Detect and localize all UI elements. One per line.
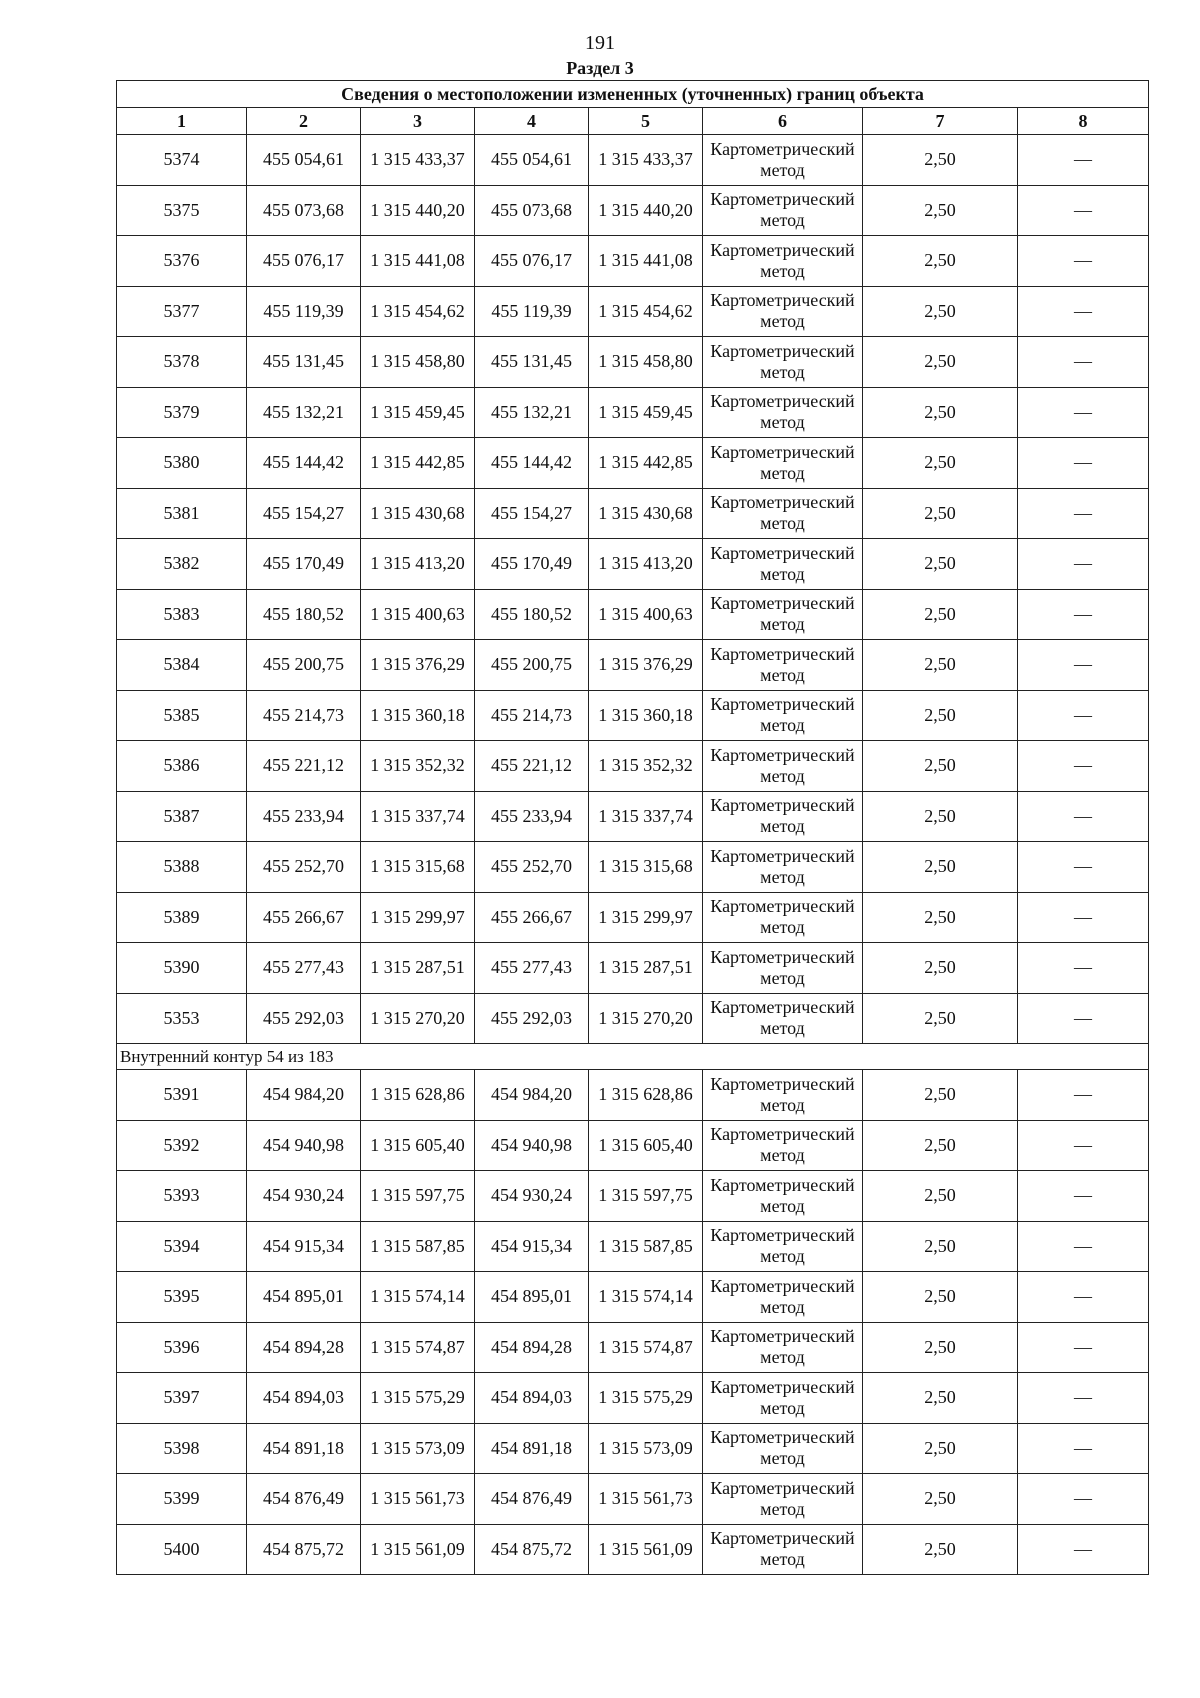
table-cell: 455 292,03 (475, 993, 589, 1044)
table-row (117, 1070, 1149, 1121)
table-cell: Картометрический метод (703, 842, 863, 893)
table-cell: 455 200,75 (247, 640, 361, 691)
table-cell: 1 315 458,80 (361, 337, 475, 388)
table-cell: — (1018, 236, 1149, 287)
table-cell: 455 144,42 (475, 438, 589, 489)
table-cell: 455 170,49 (475, 539, 589, 590)
table-row (117, 387, 1149, 438)
table-cell: 455 180,52 (247, 589, 361, 640)
table-cell: 1 315 270,20 (589, 993, 703, 1044)
table-row (117, 236, 1149, 287)
table-cell: 2,50 (863, 539, 1018, 590)
table-cell: 1 315 561,09 (589, 1524, 703, 1575)
table-cell: 1 315 573,09 (589, 1423, 703, 1474)
column-number: 5 (589, 108, 703, 135)
table-cell: 1 315 433,37 (361, 135, 475, 186)
table-cell: 455 132,21 (475, 387, 589, 438)
table-cell: 5388 (117, 842, 247, 893)
table-cell: 1 315 575,29 (361, 1373, 475, 1424)
table-cell: 1 315 413,20 (361, 539, 475, 590)
table-cell: — (1018, 1120, 1149, 1171)
table-cell: — (1018, 1221, 1149, 1272)
table-cell: 1 315 454,62 (361, 286, 475, 337)
table-cell: 5391 (117, 1070, 247, 1121)
table-row (117, 1272, 1149, 1323)
table-cell: 1 315 454,62 (589, 286, 703, 337)
column-number: 4 (475, 108, 589, 135)
table-cell: 455 266,67 (247, 892, 361, 943)
table-cell: 454 891,18 (247, 1423, 361, 1474)
table-cell: 1 315 587,85 (361, 1221, 475, 1272)
table-cell: 455 132,21 (247, 387, 361, 438)
table-row (117, 640, 1149, 691)
table-cell: Картометрический метод (703, 1070, 863, 1121)
table-cell: — (1018, 791, 1149, 842)
table-cell: 2,50 (863, 337, 1018, 388)
table-cell: 454 915,34 (247, 1221, 361, 1272)
table-body-inner-contour (117, 1070, 1149, 1575)
table-cell: — (1018, 1423, 1149, 1474)
table-cell: 1 315 360,18 (589, 690, 703, 741)
table-cell: 455 076,17 (475, 236, 589, 287)
table-cell: 1 315 337,74 (361, 791, 475, 842)
table-cell: 5399 (117, 1474, 247, 1525)
table-cell: 454 984,20 (475, 1070, 589, 1121)
table-cell: Картометрический метод (703, 135, 863, 186)
table-cell: 2,50 (863, 690, 1018, 741)
table-cell: 455 277,43 (247, 943, 361, 994)
table-cell: 5395 (117, 1272, 247, 1323)
table-cell: 5394 (117, 1221, 247, 1272)
table-cell: 455 214,73 (475, 690, 589, 741)
table-cell: 5385 (117, 690, 247, 741)
table-cell: 5387 (117, 791, 247, 842)
table-row (117, 488, 1149, 539)
table-cell: 2,50 (863, 1373, 1018, 1424)
table-cell: — (1018, 1272, 1149, 1323)
table-cell: 455 076,17 (247, 236, 361, 287)
contour-label: Внутренний контур 54 из 183 (117, 1044, 1149, 1070)
table-cell: 5374 (117, 135, 247, 186)
table-cell: 454 876,49 (475, 1474, 589, 1525)
table-cell: 454 876,49 (247, 1474, 361, 1525)
table-cell: 2,50 (863, 589, 1018, 640)
table-cell: 2,50 (863, 135, 1018, 186)
table-caption: Сведения о местоположении измененных (уточненных) границ объекта (117, 81, 1149, 108)
table-cell: 1 315 430,68 (589, 488, 703, 539)
table-cell: 5384 (117, 640, 247, 691)
table-cell: 5381 (117, 488, 247, 539)
table-cell: 2,50 (863, 943, 1018, 994)
table-cell: 1 315 597,75 (589, 1171, 703, 1222)
table-row (117, 286, 1149, 337)
table-cell: 5383 (117, 589, 247, 640)
table-cell: 455 119,39 (247, 286, 361, 337)
table-cell: 1 315 413,20 (589, 539, 703, 590)
table-cell: 1 315 561,09 (361, 1524, 475, 1575)
table-cell: 5382 (117, 539, 247, 590)
table-cell: — (1018, 337, 1149, 388)
table-cell: 2,50 (863, 1474, 1018, 1525)
table-cell: 454 895,01 (475, 1272, 589, 1323)
table-cell: — (1018, 892, 1149, 943)
table-cell: — (1018, 135, 1149, 186)
table-cell: Картометрический метод (703, 892, 863, 943)
table-cell: 5377 (117, 286, 247, 337)
column-number: 2 (247, 108, 361, 135)
table-cell: 2,50 (863, 387, 1018, 438)
table-cell: 2,50 (863, 1322, 1018, 1373)
table-cell: Картометрический метод (703, 1524, 863, 1575)
table-cell: 1 315 270,20 (361, 993, 475, 1044)
table-row (117, 791, 1149, 842)
table-row (117, 1524, 1149, 1575)
table-cell: Картометрический метод (703, 943, 863, 994)
table-cell: 1 315 287,51 (361, 943, 475, 994)
table-cell: Картометрический метод (703, 791, 863, 842)
table-cell: 1 315 287,51 (589, 943, 703, 994)
table-cell: 5397 (117, 1373, 247, 1424)
table-cell: 5386 (117, 741, 247, 792)
table-cell: 455 144,42 (247, 438, 361, 489)
table-cell: 454 940,98 (247, 1120, 361, 1171)
table-cell: 454 894,28 (475, 1322, 589, 1373)
table-cell: 1 315 400,63 (589, 589, 703, 640)
table-cell: — (1018, 842, 1149, 893)
table-cell: 454 894,03 (247, 1373, 361, 1424)
table-cell: 5396 (117, 1322, 247, 1373)
table-cell: 5378 (117, 337, 247, 388)
table-cell: Картометрический метод (703, 185, 863, 236)
table-cell: 455 119,39 (475, 286, 589, 337)
table-cell: 454 894,28 (247, 1322, 361, 1373)
table-cell: 2,50 (863, 993, 1018, 1044)
table-cell: 1 315 597,75 (361, 1171, 475, 1222)
table-cell: 1 315 561,73 (589, 1474, 703, 1525)
table-cell: — (1018, 286, 1149, 337)
table-cell: Картометрический метод (703, 1171, 863, 1222)
table-cell: — (1018, 943, 1149, 994)
table-cell: 1 315 442,85 (589, 438, 703, 489)
table-cell: 1 315 441,08 (361, 236, 475, 287)
table-cell: 2,50 (863, 438, 1018, 489)
table-cell: — (1018, 1070, 1149, 1121)
table-cell: 2,50 (863, 640, 1018, 691)
table-cell: 455 266,67 (475, 892, 589, 943)
table-cell: Картометрический метод (703, 741, 863, 792)
table-cell: 2,50 (863, 1171, 1018, 1222)
table-cell: 1 315 459,45 (589, 387, 703, 438)
table-cell: 5398 (117, 1423, 247, 1474)
table-cell: 454 875,72 (247, 1524, 361, 1575)
table-cell: 5393 (117, 1171, 247, 1222)
table-row (117, 1423, 1149, 1474)
table-cell: 1 315 299,97 (589, 892, 703, 943)
table-cell: 1 315 430,68 (361, 488, 475, 539)
table-cell: — (1018, 438, 1149, 489)
table-cell: — (1018, 690, 1149, 741)
table-row (117, 1373, 1149, 1424)
table-cell: 2,50 (863, 1221, 1018, 1272)
table-cell: 5375 (117, 185, 247, 236)
table-cell: 455 221,12 (475, 741, 589, 792)
table-cell: 5392 (117, 1120, 247, 1171)
table-cell: — (1018, 1524, 1149, 1575)
table-cell: 5380 (117, 438, 247, 489)
table-cell: 1 315 360,18 (361, 690, 475, 741)
table-cell: Картометрический метод (703, 993, 863, 1044)
table-cell: 455 154,27 (247, 488, 361, 539)
table-row (117, 135, 1149, 186)
table-cell: Картометрический метод (703, 589, 863, 640)
table-cell: 2,50 (863, 741, 1018, 792)
table-cell: 455 252,70 (247, 842, 361, 893)
table-cell: 1 315 587,85 (589, 1221, 703, 1272)
column-number: 7 (863, 108, 1018, 135)
table-cell: 455 214,73 (247, 690, 361, 741)
table-cell: 2,50 (863, 185, 1018, 236)
column-number-row (117, 108, 1149, 135)
table-cell: 1 315 441,08 (589, 236, 703, 287)
table-cell: 455 131,45 (475, 337, 589, 388)
table-cell: 1 315 376,29 (589, 640, 703, 691)
table-cell: 1 315 352,32 (361, 741, 475, 792)
table-cell: 455 221,12 (247, 741, 361, 792)
table-cell: 2,50 (863, 236, 1018, 287)
table-row (117, 842, 1149, 893)
table-cell: 454 930,24 (247, 1171, 361, 1222)
table-cell: 2,50 (863, 1524, 1018, 1575)
table-cell: 454 940,98 (475, 1120, 589, 1171)
table-cell: 1 315 337,74 (589, 791, 703, 842)
table-cell: Картометрический метод (703, 1272, 863, 1323)
table-cell: — (1018, 539, 1149, 590)
table-row (117, 892, 1149, 943)
table-cell: 454 875,72 (475, 1524, 589, 1575)
table-cell: — (1018, 1322, 1149, 1373)
table-cell: 1 315 574,14 (361, 1272, 475, 1323)
table-cell: 5400 (117, 1524, 247, 1575)
table-cell: Картометрический метод (703, 1423, 863, 1474)
table-cell: 1 315 628,86 (361, 1070, 475, 1121)
table-cell: 455 277,43 (475, 943, 589, 994)
table-cell: 455 073,68 (475, 185, 589, 236)
table-cell: 1 315 574,14 (589, 1272, 703, 1323)
table-cell: 455 292,03 (247, 993, 361, 1044)
table-cell: 454 930,24 (475, 1171, 589, 1222)
table-cell: 2,50 (863, 1120, 1018, 1171)
table-cell: 454 915,34 (475, 1221, 589, 1272)
table-cell: 455 073,68 (247, 185, 361, 236)
column-number: 6 (703, 108, 863, 135)
table-row (117, 1221, 1149, 1272)
table-cell: Картометрический метод (703, 236, 863, 287)
table-cell: 455 154,27 (475, 488, 589, 539)
table-cell: Картометрический метод (703, 1221, 863, 1272)
table-row (117, 589, 1149, 640)
table-cell: Картометрический метод (703, 286, 863, 337)
table-cell: 1 315 605,40 (589, 1120, 703, 1171)
table-cell: 1 315 315,68 (361, 842, 475, 893)
table-cell: — (1018, 1373, 1149, 1424)
table-cell: 2,50 (863, 1070, 1018, 1121)
column-number: 8 (1018, 108, 1149, 135)
table-row (117, 185, 1149, 236)
table-cell: 455 131,45 (247, 337, 361, 388)
table-cell: 1 315 315,68 (589, 842, 703, 893)
table-cell: 2,50 (863, 892, 1018, 943)
table-cell: 5390 (117, 943, 247, 994)
table-cell: Картометрический метод (703, 539, 863, 590)
table-cell: — (1018, 1474, 1149, 1525)
table-row (117, 539, 1149, 590)
table-cell: — (1018, 488, 1149, 539)
table-cell: Картометрический метод (703, 1373, 863, 1424)
table-cell: 455 252,70 (475, 842, 589, 893)
table-row (117, 690, 1149, 741)
table-cell: 1 315 299,97 (361, 892, 475, 943)
table-row (117, 1474, 1149, 1525)
table-cell: — (1018, 640, 1149, 691)
section-title: Раздел 3 (566, 58, 634, 78)
table-cell: 2,50 (863, 791, 1018, 842)
table-cell: 5353 (117, 993, 247, 1044)
table-cell: — (1018, 387, 1149, 438)
table-row (117, 337, 1149, 388)
table-cell: Картометрический метод (703, 1322, 863, 1373)
table-body-outer-contour (117, 135, 1149, 1044)
table-body-contour-label (117, 1044, 1149, 1070)
boundary-coordinates-table (116, 80, 1149, 1575)
table-cell: 2,50 (863, 842, 1018, 893)
table-cell: 455 054,61 (247, 135, 361, 186)
table-cell: 455 180,52 (475, 589, 589, 640)
table-cell: 1 315 575,29 (589, 1373, 703, 1424)
table-cell: 455 054,61 (475, 135, 589, 186)
page-number: 191 (585, 32, 615, 54)
table-cell: Картометрический метод (703, 690, 863, 741)
table-cell: 455 233,94 (247, 791, 361, 842)
table-cell: 454 984,20 (247, 1070, 361, 1121)
table-cell: Картометрический метод (703, 1120, 863, 1171)
table-cell: Картометрический метод (703, 438, 863, 489)
table-cell: 1 315 352,32 (589, 741, 703, 792)
table-cell: 1 315 574,87 (361, 1322, 475, 1373)
table-cell: 2,50 (863, 1272, 1018, 1323)
table-cell: 455 200,75 (475, 640, 589, 691)
table-cell: 2,50 (863, 488, 1018, 539)
table-cell: — (1018, 993, 1149, 1044)
table-cell: 5379 (117, 387, 247, 438)
table-row (117, 1120, 1149, 1171)
table-cell: Картометрический метод (703, 488, 863, 539)
table-cell: 1 315 376,29 (361, 640, 475, 691)
table-cell: 454 895,01 (247, 1272, 361, 1323)
table-cell: Картометрический метод (703, 337, 863, 388)
table-cell: 5389 (117, 892, 247, 943)
table-cell: 455 170,49 (247, 539, 361, 590)
table-cell: 1 315 459,45 (361, 387, 475, 438)
table-cell: 454 894,03 (475, 1373, 589, 1424)
table-row (117, 993, 1149, 1044)
table-row (117, 1171, 1149, 1222)
table-cell: 1 315 628,86 (589, 1070, 703, 1121)
table-row (117, 741, 1149, 792)
table-cell: 1 315 573,09 (361, 1423, 475, 1474)
table-cell: 1 315 400,63 (361, 589, 475, 640)
table-cell: 454 891,18 (475, 1423, 589, 1474)
table-cell: — (1018, 741, 1149, 792)
table-cell: 1 315 458,80 (589, 337, 703, 388)
table-cell: Картометрический метод (703, 640, 863, 691)
column-number: 1 (117, 108, 247, 135)
table-cell: — (1018, 185, 1149, 236)
table-cell: — (1018, 589, 1149, 640)
table-row (117, 438, 1149, 489)
table-cell: 1 315 433,37 (589, 135, 703, 186)
table-cell: 1 315 440,20 (361, 185, 475, 236)
table-row (117, 1322, 1149, 1373)
table-cell: 5376 (117, 236, 247, 287)
table-cell: 1 315 574,87 (589, 1322, 703, 1373)
table-cell: 455 233,94 (475, 791, 589, 842)
table-cell: Картометрический метод (703, 387, 863, 438)
table-cell: 1 315 605,40 (361, 1120, 475, 1171)
table-cell: — (1018, 1171, 1149, 1222)
table-cell: 2,50 (863, 1423, 1018, 1474)
table-cell: 2,50 (863, 286, 1018, 337)
table-cell: 1 315 442,85 (361, 438, 475, 489)
table-cell: Картометрический метод (703, 1474, 863, 1525)
table-cell: 1 315 561,73 (361, 1474, 475, 1525)
table-cell: 1 315 440,20 (589, 185, 703, 236)
table-row (117, 943, 1149, 994)
column-number: 3 (361, 108, 475, 135)
